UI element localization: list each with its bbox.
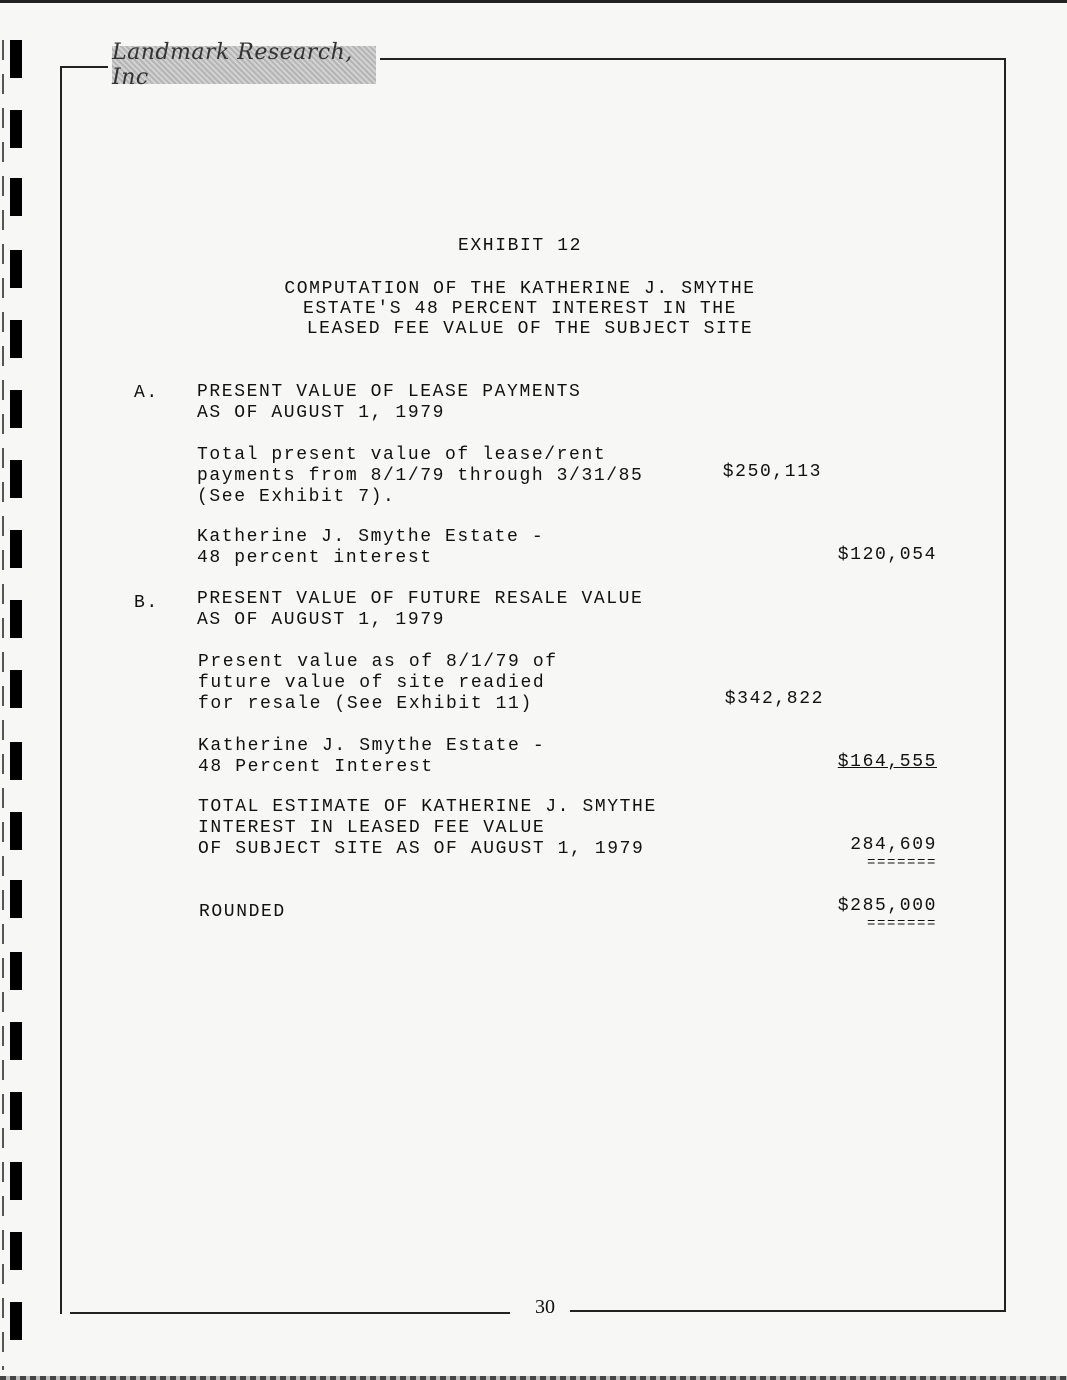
punch-hole bbox=[10, 1232, 22, 1270]
punch-hole bbox=[10, 670, 22, 708]
exhibit-label: EXHIBIT 12 bbox=[457, 236, 583, 256]
section-b-item2-text: 48 Percent Interest bbox=[198, 757, 434, 777]
page-bottom-edge bbox=[0, 1376, 1067, 1380]
section-a-item1-text: (See Exhibit 7). bbox=[197, 487, 396, 507]
section-a-item1-text: Total present value of lease/rent bbox=[197, 445, 607, 465]
section-b-letter: B. bbox=[134, 593, 159, 613]
total-double-rule: ======= bbox=[866, 855, 937, 871]
rounded-double-rule: ======= bbox=[866, 916, 937, 932]
binding-punch-strip bbox=[0, 0, 40, 1380]
section-b-item1-value: $342,822 bbox=[724, 689, 824, 709]
frame-left-rule bbox=[60, 66, 62, 1314]
section-b-item1-text: for resale (See Exhibit 11) bbox=[198, 694, 533, 714]
page-top-edge bbox=[0, 0, 1067, 3]
section-a-item1-value: $250,113 bbox=[722, 462, 822, 482]
punch-hole bbox=[10, 40, 22, 78]
section-b-item1-text: future value of site readied bbox=[198, 673, 546, 693]
exhibit-title-line: ESTATE'S 48 PERCENT INTEREST IN THE bbox=[302, 299, 738, 319]
punch-hole bbox=[10, 812, 22, 850]
frame-bottom-rule bbox=[570, 1310, 1006, 1312]
punch-hole bbox=[10, 390, 22, 428]
letterhead-logo bbox=[112, 40, 376, 90]
frame-top-rule bbox=[380, 58, 1006, 60]
section-a-item2-text: Katherine J. Smythe Estate - bbox=[197, 527, 545, 547]
exhibit-title-line: COMPUTATION OF THE KATHERINE J. SMYTHE bbox=[284, 279, 756, 299]
punch-hole bbox=[10, 1162, 22, 1200]
section-b-item2-text: Katherine J. Smythe Estate - bbox=[198, 736, 546, 756]
exhibit-title-line: LEASED FEE VALUE OF THE SUBJECT SITE bbox=[306, 319, 754, 339]
punch-hole bbox=[10, 1092, 22, 1130]
rounded-value: $285,000 bbox=[837, 896, 937, 916]
frame-bottom-rule bbox=[70, 1312, 510, 1314]
punch-hole bbox=[10, 1022, 22, 1060]
punch-hole bbox=[10, 320, 22, 358]
punch-hole bbox=[10, 742, 22, 780]
total-value: 284,609 bbox=[850, 835, 937, 855]
binding-spine bbox=[2, 40, 4, 1370]
punch-hole bbox=[10, 110, 22, 148]
section-a-item2-value: $120,054 bbox=[837, 545, 937, 565]
punch-hole bbox=[10, 178, 22, 216]
total-label: OF SUBJECT SITE AS OF AUGUST 1, 1979 bbox=[198, 839, 645, 859]
punch-hole bbox=[10, 880, 22, 918]
rounded-label: ROUNDED bbox=[199, 902, 286, 922]
section-a-letter: A. bbox=[134, 383, 159, 403]
section-a-item1-text: payments from 8/1/79 through 3/31/85 bbox=[197, 466, 644, 486]
page-number: 30 bbox=[535, 1296, 555, 1318]
punch-hole bbox=[10, 600, 22, 638]
section-b-item1-text: Present value as of 8/1/79 of bbox=[198, 652, 558, 672]
section-a-heading: PRESENT VALUE OF LEASE PAYMENTS bbox=[197, 382, 582, 402]
section-b-heading: PRESENT VALUE OF FUTURE RESALE VALUE bbox=[197, 589, 644, 609]
section-a-item2-text: 48 percent interest bbox=[197, 548, 433, 568]
company-name: Landmark Research, Inc bbox=[112, 40, 353, 90]
frame-top-rule bbox=[60, 66, 108, 68]
total-label: INTEREST IN LEASED FEE VALUE bbox=[198, 818, 546, 838]
punch-hole bbox=[10, 952, 22, 990]
punch-hole bbox=[10, 1302, 22, 1340]
frame-right-rule bbox=[1004, 58, 1006, 1312]
punch-hole bbox=[10, 250, 22, 288]
total-label: TOTAL ESTIMATE OF KATHERINE J. SMYTHE bbox=[198, 797, 657, 817]
punch-hole bbox=[10, 530, 22, 568]
punch-hole bbox=[10, 460, 22, 498]
section-b-item2-value: $164,555 bbox=[837, 752, 937, 772]
section-b-heading: AS OF AUGUST 1, 1979 bbox=[197, 610, 446, 630]
section-a-heading: AS OF AUGUST 1, 1979 bbox=[197, 403, 446, 423]
